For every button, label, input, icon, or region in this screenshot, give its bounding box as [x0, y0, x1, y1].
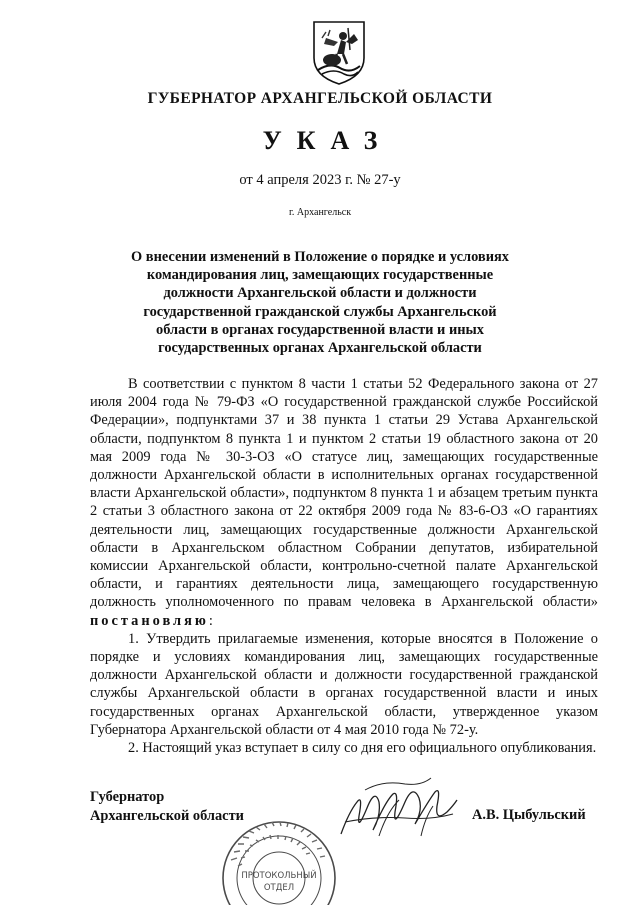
coat-of-arms-emblem	[310, 20, 368, 86]
stamp-text-line2: ОТДЕЛ	[263, 883, 295, 893]
document-body	[90, 375, 598, 757]
title-line: командирования лиц, замещающих государственные	[146, 267, 494, 284]
title-line: области в органах государственной власти и иных	[156, 321, 484, 338]
handwritten-signature	[335, 772, 460, 844]
document-title	[110, 248, 530, 357]
signer-name: А.В. Цыбульский	[472, 807, 586, 823]
item-2-paragraph: 2. Настоящий указ вступает в силу со дня его официального опубликования.	[128, 740, 597, 757]
title-line: государственной гражданской службы Архангельской	[143, 303, 497, 320]
signer-position-line: Архангельской области	[90, 807, 244, 824]
signer-position-line: Губернатор	[90, 789, 165, 805]
decree-colon: :	[208, 612, 213, 629]
document-date-number: от 4 апреля 2023 г. № 27-у	[239, 172, 401, 188]
title-line: должности Архангельской области и должности	[163, 285, 477, 302]
preamble-text: В соответствии с пунктом 8 части 1 статьи 52 Федерального закона от 27 июля 2004 года № 79-ФЗ «О государственной гражданской службе Российской Федерации», подпунктами 37 и 38 пункта 1 статьи 29 Устава Архангельской области, подпунктом 8 пункта 1 и пунктом 2 статьи 19 областного закона от 20 мая 2009 года № 30-3-ОЗ «О статусе лиц, замещающих государственные должности Архангельской области в исполнительных органах государственной власти Архангельской области», подпунктом 8 пункта 1 и абзацем третьим пункта 2 статьи 3 областного закона от 22 октября 2009 года № 83-6-ОЗ «О гарантиях деятельности лиц, замещающих государственные должности Архангельской области в Архангельском областном Собрании депутатов, избирательной комиссии Архангельской области, контрольно-счетной палате Архангельской области, и гарантиях деятельности лица, замещающего государственную должность уполномоченного по правам человека в Архангельской области»	[90, 376, 598, 611]
item-1-paragraph: 1. Утвердить прилагаемые изменения, которые вносятся в Положение о порядке и условиях командирования лиц, замещающих государственные должности Архангельской области и должности государственной гражданской службы Архангельской области в органах государственной власти и иных государственных органах Архангельской области, утвержденное указом Губернатора Архангельской области от 4 мая 2010 года № 72-у.	[90, 630, 598, 738]
issuing-authority: ГУБЕРНАТОР АРХАНГЕЛЬСКОЙ ОБЛАСТИ	[147, 90, 493, 107]
stamp-text-line1: ПРОТОКОЛЬНЫЙ	[241, 871, 317, 881]
preamble-paragraph	[90, 375, 598, 630]
title-line: О внесении изменений в Положение о порядке и условиях	[131, 249, 509, 265]
decree-word: постановляю	[90, 612, 209, 629]
official-stamp	[216, 808, 336, 905]
title-line: государственных органах Архангельской области	[158, 340, 482, 357]
document-place: г. Архангельск	[288, 207, 352, 218]
document-type: УКАЗ	[262, 126, 393, 155]
